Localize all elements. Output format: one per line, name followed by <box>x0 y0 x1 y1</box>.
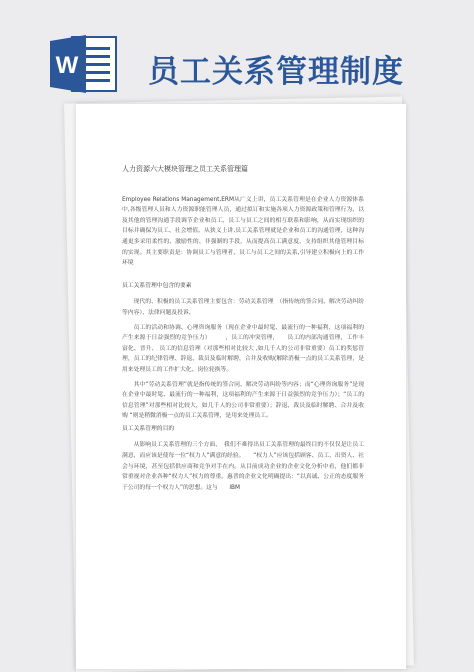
document-page <box>76 104 406 669</box>
intro-paragraph: Employee Relations Management,ERM从广义上讲，员工关系管理是在企业人力资源体系中,各级管理人员和人力资源职能管理人员，通过拟订和实施各项人力资源政策和管理行为，以及其他的管理沟通手段调节企业和员工、员工与员工之间的相互联系和影响，从而实现组织的目标并确保为员工、社会增值。从狭义上讲,员工关系管理就是企业和员工的沟通管理，这种沟通更多采用柔性的、激励性的、非强制的手段，从而提高员工满意度，支持组织其他管理目标的实现。其主要职责是：协调员工与管理者、员工与员工之间的关系,引导建立积极向上的工作环境 <box>122 196 364 267</box>
document-heading: 人力资源六大模块管理之员工关系管理篇 <box>122 165 248 173</box>
word-document-icon <box>50 33 120 95</box>
header-banner <box>0 0 474 112</box>
section1-paragraph-2: 员工的活动和协调、心理咨询服务（现在企业中最时髦、最流行的一种福利，这项福利的产生来源于日益强烈的竞争压力） ，员工的冲突管理， 员工的内部沟通管理，工作丰 富化、晋升、 员工的信息管理（对那些相对比较大 ,如几千人的公司非常重要）员工的奖惩管理，员工的纪律管理、辞退、裁员及临时解聘，合并及收购(解除消极一点的员工关系管理，是用来处理员工的工作扩大化、岗位轮换等。 <box>122 324 364 373</box>
document-body <box>122 164 364 493</box>
section1-paragraph-3: 其中“劳动关系管理”就是指传统的签合同、解决劳动纠纷等内容；而“心理咨询服务”是现在企业中最时髦、最流行的一种福利，这项福利的产生来源于日益强烈的竞争压力）；“员工的信息管理”对那些相对比较大，如几千人的公司非常重要）；辞退、裁员及临时解聘、合并及收购 “则是稍微消极一点的员工关系管理，是用来处理员工。 <box>122 381 364 420</box>
section-heading-elements: 员工关系管理中包含的要素 <box>122 282 192 289</box>
section2-paragraph-1: 从影响员工关系管理的三个方面、 我们不难得出员工关系管理的最终目的不仅仅是让员工满意，而应该是使每一位“权力人”满意的经验。 “权力人”应该包括顾客、员工、出资人、社会与环境，甚至包括供应商和竞争对手在内。从目前成功企业的企业文化分析中看，他们都非常重视对企业各种“权力人”权力的尊重。惠普的企业文化明确提出：“以真诚、公正的态度服务于公司的每一个权力人”的思想。这与 IBM <box>122 442 364 491</box>
section-heading-purpose: 员工关系管理的目的 <box>122 425 175 432</box>
page-title: 员工关系管理制度 <box>148 54 404 90</box>
word-icon-letter: W <box>55 52 79 79</box>
section1-paragraph-1: 现代的、积极的员工关系管理主要包含：劳动关系管理 （指传统的签合同、解决劳动纠纷等内容）、法律问题及投诉、 <box>122 299 364 316</box>
